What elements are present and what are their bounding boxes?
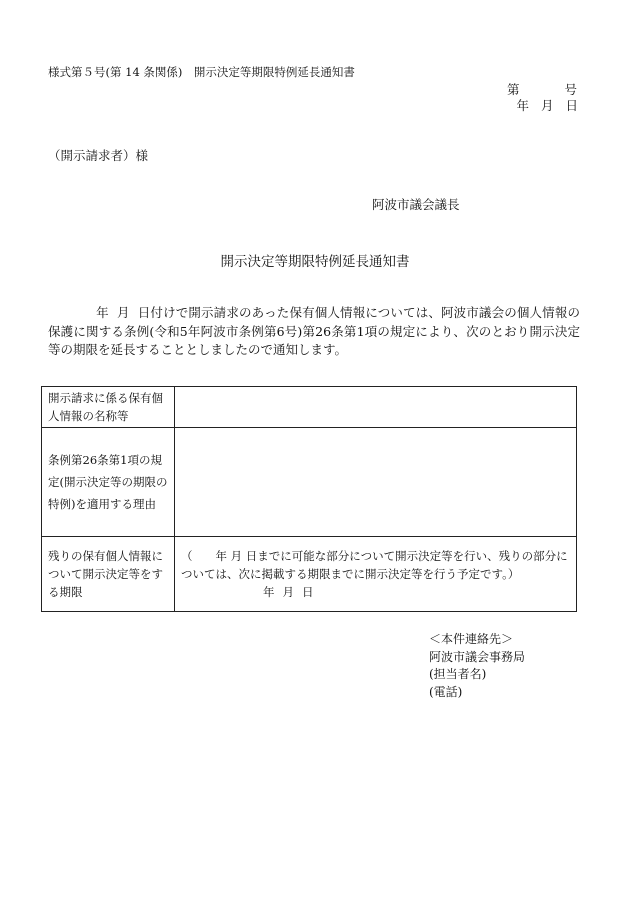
row-value-deadline [175, 537, 577, 612]
contact-office: 阿波市議会事務局 [429, 649, 526, 664]
body-paragraph [48, 304, 580, 360]
row-label-reason: 条例第26条第1項の規定(開示決定等の期限の特例)を適用する理由 [42, 428, 175, 537]
date-month: 月 [540, 98, 554, 113]
row-value-reason [175, 428, 577, 537]
table-row [42, 387, 577, 428]
body-year: 年 [96, 305, 109, 320]
deadline-day: 日 [302, 585, 314, 599]
contact-phone: (電話) [429, 684, 463, 699]
recipient: （開示請求者）様 [48, 148, 149, 163]
body-text: 日付けで開示請求のあった保有個人情報については、阿波市議会の個人情報の保護に関する条例(令和5年阿波市条例第6号)第26条第1項の規定により、次のとおり開示決定等の期限を延長することとしましたので通知します。 [48, 305, 580, 357]
body-month: 月 [116, 305, 130, 320]
contact-person: (担当者名) [429, 667, 487, 681]
sender: 阿波市議会議長 [372, 197, 460, 212]
deadline-year: 年 [263, 585, 275, 599]
doc-no-prefix: 第 [506, 82, 521, 97]
deadline-text: （ 年 月 日までに可能な部分について開示決定等を行い、残りの部分については、次に掲載する期限までに開示決定等を行う予定です。） [181, 549, 568, 581]
row-value-info-name [175, 387, 577, 428]
deadline-date [181, 583, 570, 601]
doc-no-suffix: 号 [564, 82, 578, 97]
table-row [42, 537, 577, 612]
form-number: 様式第５号(第 14 条関係) 開示決定等期限特例延長通知書 [48, 65, 355, 79]
row-label-deadline: 残りの保有個人情報について開示決定等をする期限 [42, 537, 175, 612]
date-day: 日 [565, 98, 578, 113]
table-row [42, 428, 577, 537]
document-title: 開示決定等期限特例延長通知書 [220, 254, 410, 270]
date-year: 年 [516, 98, 529, 113]
deadline-month: 月 [282, 585, 294, 599]
document-date [516, 96, 578, 114]
contact-heading: ＜本件連絡先＞ [429, 632, 514, 646]
contact-block [429, 631, 525, 701]
details-table [41, 386, 577, 612]
row-label-info-name: 開示請求に係る保有個人情報の名称等 [42, 387, 175, 428]
